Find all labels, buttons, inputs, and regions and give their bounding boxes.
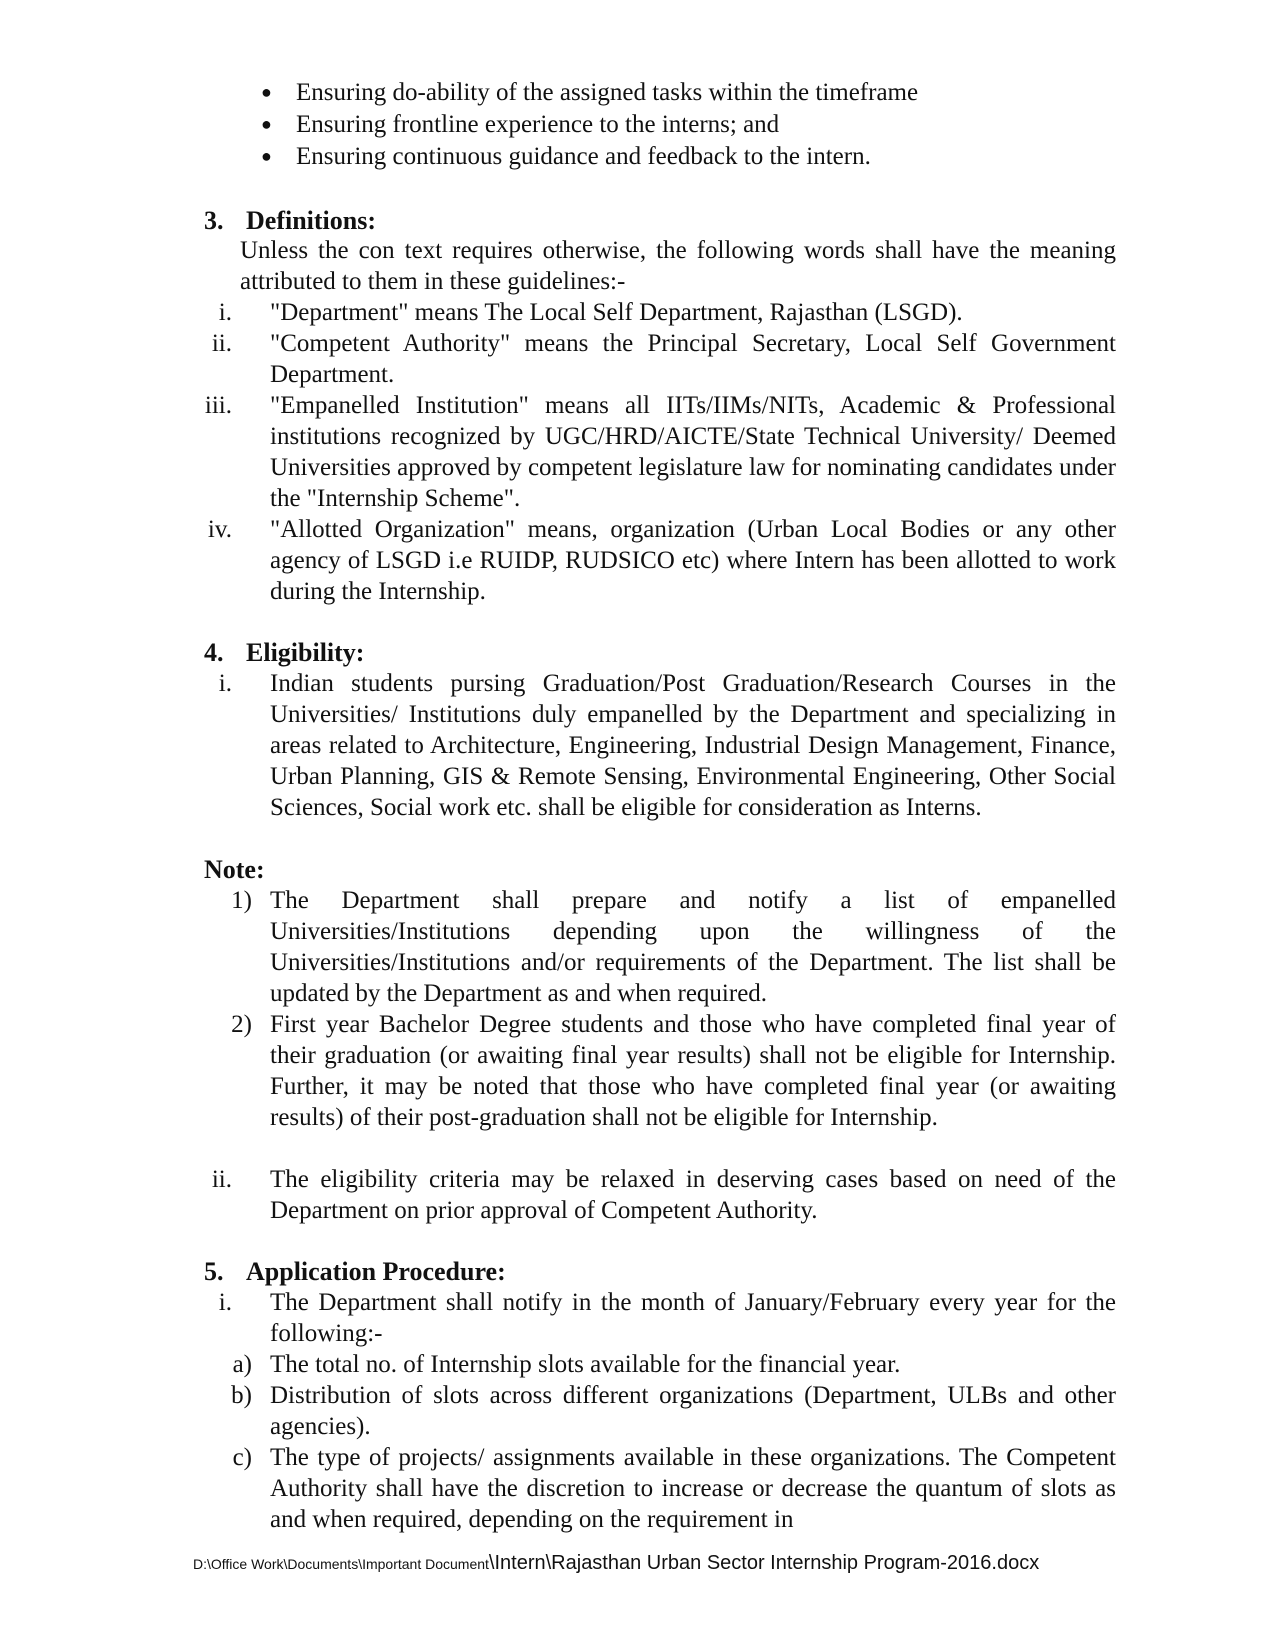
item-marker: b): [231, 1382, 252, 1409]
item-marker: a): [232, 1351, 252, 1378]
item-text: Indian students pursing Graduation/Post Graduation/Research Courses in the Universities/ Institutions duly empanelled by the Department and specializing in areas related to Architecture, Engineering, Industrial Design Management, Finance, Urban Planning, GIS & Remote Sensing, Environmental Engineering, Other Social Sciences, Social work etc. shall be eligible for consideration as Interns.: [270, 670, 1116, 821]
item-marker: ii.: [211, 1166, 232, 1193]
item-marker: 2): [231, 1011, 252, 1038]
section-title: Definitions:: [246, 206, 376, 235]
item-text: "Empanelled Institution" means all IITs/IIMs/NITs, Academic & Professional institutions recognized by UGC/HRD/AICTE/State Technical University/ Deemed Universities approved by competent legislature law for nominating candidates under the "Internship Scheme".: [270, 392, 1116, 512]
item-text: Distribution of slots across different organizations (Department, ULBs and other agencies).: [270, 1382, 1116, 1440]
item-marker: 1): [231, 887, 252, 914]
bullet-text: Ensuring frontline experience to the interns; and: [296, 111, 780, 138]
item-marker: i.: [218, 1289, 232, 1316]
definitions-intro: Unless the con text requires otherwise, the following words shall have the meaning attributed to them in these guidelines:-: [240, 237, 1116, 295]
item-text: The eligibility criteria may be relaxed in deserving cases based on need of the Department on prior approval of Competent Authority.: [270, 1166, 1116, 1224]
item-marker: i.: [218, 299, 232, 326]
item-marker: c): [232, 1444, 252, 1471]
section-heading-application: [204, 1256, 506, 1287]
bullet-item: [258, 141, 1098, 174]
section-number: 4.: [204, 638, 224, 667]
note-label: Note:: [204, 855, 265, 884]
section-heading-definitions: [204, 205, 376, 236]
bullet-item: [258, 109, 1098, 142]
file-path-footer: [193, 1548, 1039, 1580]
item-marker: iii.: [204, 392, 232, 419]
item-text: "Department" means The Local Self Department, Rajasthan (LSGD).: [270, 299, 963, 326]
bullet-icon: ●: [261, 146, 272, 166]
item-text: "Competent Authority" means the Principal Secretary, Local Self Government Department.: [270, 330, 1116, 388]
item-text: The Department shall prepare and notify a list of empanelled Universities/Institutions depending upon the willingness of the Universities/Institutions and/or requirements of the Department. The list shall be updated by the Department as and when required.: [270, 887, 1116, 1007]
item-text: "Allotted Organization" means, organization (Urban Local Bodies or any other agency of LSGD i.e RUIDP, RUDSICO etc) where Intern has been allotted to work during the Internship.: [270, 516, 1116, 605]
item-text: The Department shall notify in the month of January/February every year for the following:-: [270, 1289, 1116, 1347]
item-text: The type of projects/ assignments available in these organizations. The Competent Authority shall have the discretion to increase or decrease the quantum of slots as and when required, depending on the requirement in: [270, 1444, 1116, 1533]
bullet-text: Ensuring continuous guidance and feedback to the intern.: [296, 143, 871, 170]
footer-path-suffix: \Intern\Rajasthan Urban Sector Internship Program-2016.docx: [488, 1552, 1040, 1574]
item-text: The total no. of Internship slots available for the financial year.: [270, 1351, 901, 1378]
bullet-list: [258, 77, 1098, 174]
bullet-text: Ensuring do-ability of the assigned tasks within the timeframe: [296, 79, 919, 106]
bullet-icon: ●: [261, 82, 272, 102]
section-number: 3.: [204, 206, 224, 235]
bullet-item: [258, 77, 1098, 110]
section-number: 5.: [204, 1257, 224, 1286]
bullet-icon: ●: [261, 114, 272, 134]
section-title: Application Procedure:: [246, 1257, 506, 1286]
section-heading-eligibility: [204, 637, 364, 668]
footer-path-prefix: D:\Office Work\Documents\Important Document: [193, 1556, 489, 1572]
item-text: First year Bachelor Degree students and those who have completed final year of their graduation (or awaiting final year results) shall not be eligible for Internship. Further, it may be noted that those who have completed final year (or awaiting results) of their post-graduation shall not be eligible for Internship.: [270, 1011, 1116, 1131]
item-marker: ii.: [211, 330, 232, 357]
item-marker: i.: [218, 670, 232, 697]
section-title: Eligibility:: [246, 638, 365, 667]
item-marker: iv.: [207, 516, 232, 543]
